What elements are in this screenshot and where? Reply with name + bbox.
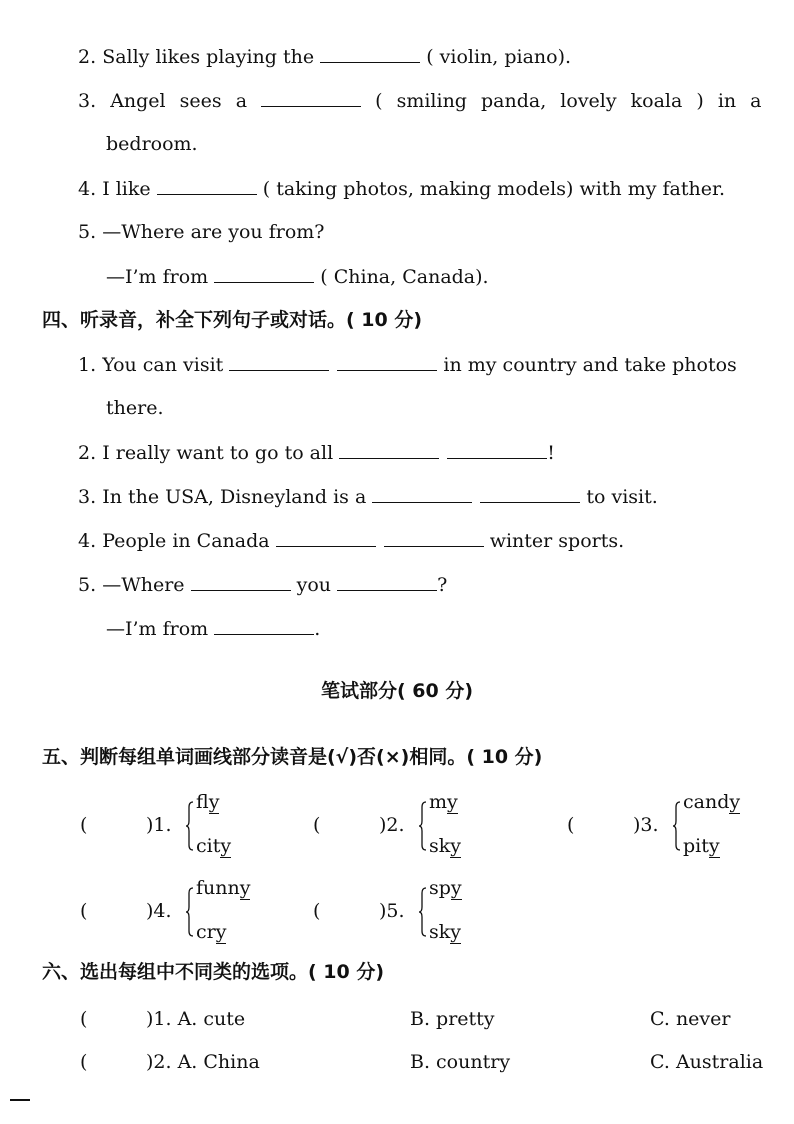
word-1: candy: [683, 791, 741, 813]
item-text: People in Canada: [102, 530, 270, 552]
word-1: my: [429, 791, 458, 813]
answer-paren[interactable]: (: [567, 814, 575, 836]
item-3-3: [78, 88, 762, 113]
item-3-4: [78, 176, 725, 201]
item-3-2: [78, 44, 571, 69]
item-number: 3.: [78, 486, 97, 508]
word-2: cry: [196, 921, 227, 943]
item-text: ?: [437, 574, 448, 596]
item-options: ( smiling panda, lovely koala ) in a: [375, 90, 762, 112]
item-number: 2.: [78, 46, 97, 68]
answer-blank[interactable]: [214, 264, 314, 283]
answer-blank[interactable]: [384, 528, 484, 547]
item-text: In the USA, Disneyland is a: [102, 486, 367, 508]
word-2: city: [196, 835, 232, 857]
word-1: spy: [429, 877, 462, 899]
item-4-4: [78, 528, 624, 553]
group-number: )2.: [379, 814, 405, 836]
item-number: 5.: [78, 574, 97, 596]
item-number: 2.: [78, 442, 97, 464]
option-b: B. pretty: [410, 1008, 495, 1030]
item-options: ( China, Canada).: [320, 266, 489, 288]
brace-icon: [186, 887, 194, 937]
item-4-2: [78, 440, 555, 465]
section-4-heading: 四、听录音，补全下列句子或对话。( 10 分): [42, 309, 423, 331]
answer-paren[interactable]: (: [80, 814, 88, 836]
answer-paren[interactable]: (: [80, 900, 88, 922]
answer-blank[interactable]: [320, 44, 420, 63]
item-number: 1.: [78, 354, 97, 376]
item-3-3-continuation: bedroom.: [106, 133, 198, 155]
option-a: )1. A. cute: [146, 1008, 246, 1030]
item-4-5-answer: [106, 616, 320, 641]
item-number: 4.: [78, 530, 97, 552]
answer-blank[interactable]: [372, 484, 472, 503]
brace-icon: [186, 801, 194, 851]
answer-blank[interactable]: [337, 572, 437, 591]
answer-blank[interactable]: [276, 528, 376, 547]
item-options: ( violin, piano).: [426, 46, 572, 68]
answer-blank[interactable]: [447, 440, 547, 459]
answer-blank[interactable]: [337, 352, 437, 371]
item-text: !: [547, 442, 555, 464]
item-text: I really want to go to all: [102, 442, 334, 464]
answer-paren[interactable]: (: [80, 1051, 88, 1073]
item-4-1: [78, 352, 737, 377]
item-text: —I’m from: [106, 618, 209, 640]
item-options: ( taking photos, making models) with my father.: [262, 178, 726, 200]
answer-paren[interactable]: (: [80, 1008, 88, 1030]
item-4-3: [78, 484, 658, 509]
word-1: funny: [196, 877, 251, 899]
item-text: to visit.: [586, 486, 658, 508]
answer-blank[interactable]: [157, 176, 257, 195]
item-3-5: [78, 220, 324, 244]
option-a: )2. A. China: [146, 1051, 260, 1073]
answer-blank[interactable]: [229, 352, 329, 371]
group-number: )3.: [633, 814, 659, 836]
item-text: —I’m from: [106, 266, 209, 288]
word-2: pity: [683, 835, 720, 857]
item-text: Angel sees a: [110, 90, 248, 112]
option-b: B. country: [410, 1051, 511, 1073]
item-text: —Where: [102, 574, 185, 596]
brace-icon: [419, 801, 427, 851]
item-text: in my country and take photos: [443, 354, 737, 376]
item-text: you: [296, 574, 332, 596]
item-text: You can visit: [102, 354, 224, 376]
section-5-heading: 五、判断每组单词画线部分读音是(√)否(×)相同。( 10 分): [42, 746, 543, 768]
section-6-heading: 六、选出每组中不同类的选项。( 10 分): [42, 961, 385, 983]
item-number: 3.: [78, 90, 97, 112]
item-3-5-answer: [106, 264, 489, 289]
option-c: C. never: [650, 1008, 731, 1030]
written-part-title: 笔试部分( 60 分): [320, 680, 474, 702]
item-text: winter sports.: [489, 530, 625, 552]
item-text: Sally likes playing the: [102, 46, 315, 68]
item-number: 5.: [78, 221, 97, 243]
group-number: )1.: [146, 814, 172, 836]
brace-icon: [673, 801, 681, 851]
item-4-1-continuation: there.: [106, 397, 164, 419]
page-mark: [10, 1099, 30, 1101]
brace-icon: [419, 887, 427, 937]
item-text: .: [314, 618, 321, 640]
answer-paren[interactable]: (: [313, 814, 321, 836]
group-number: )4.: [146, 900, 172, 922]
answer-paren[interactable]: (: [313, 900, 321, 922]
item-4-5: [78, 572, 447, 597]
answer-blank[interactable]: [191, 572, 291, 591]
answer-blank[interactable]: [339, 440, 439, 459]
word-2: sky: [429, 921, 461, 943]
answer-blank[interactable]: [214, 616, 314, 635]
word-2: sky: [429, 835, 461, 857]
option-c: C. Australia: [650, 1051, 764, 1073]
item-text: I like: [102, 178, 151, 200]
word-1: fly: [196, 791, 220, 813]
answer-blank[interactable]: [261, 88, 361, 107]
item-number: 4.: [78, 178, 97, 200]
answer-blank[interactable]: [480, 484, 580, 503]
item-question: —Where are you from?: [102, 221, 325, 243]
group-number: )5.: [379, 900, 405, 922]
